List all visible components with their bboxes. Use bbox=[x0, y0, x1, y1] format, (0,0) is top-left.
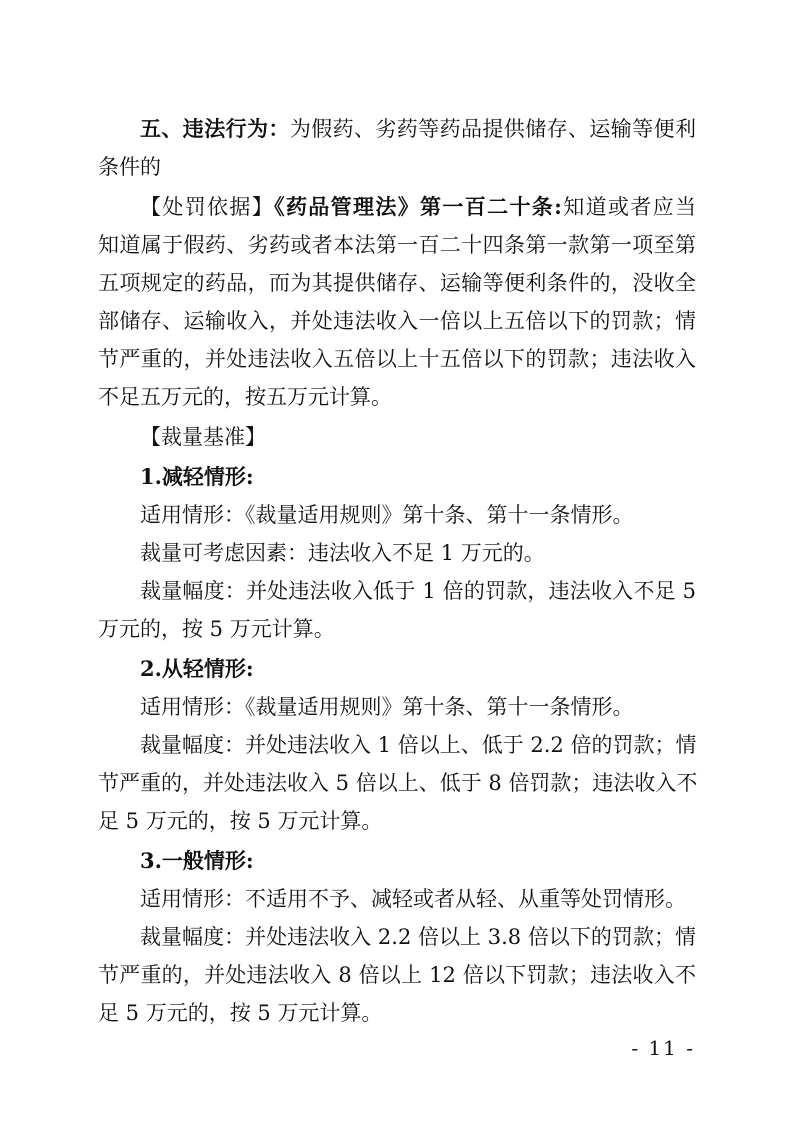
section-title-text: 为假药、劣药等药品提供储存、运输等便利 bbox=[289, 117, 697, 141]
general-title: 3.一般情形: bbox=[140, 848, 254, 873]
lighter-range-line-2: 节严重的，并处违法收入 5 倍以上、低于 8 倍罚款；违法收入不 bbox=[98, 771, 698, 795]
basis-text: 知道或者应当 bbox=[561, 195, 697, 219]
lighter-range-line-1: 裁量幅度：并处违法收入 1 倍以上、低于 2.2 倍的罚款；情 bbox=[140, 733, 697, 757]
page-number: - 11 - bbox=[631, 1036, 695, 1060]
general-applicable: 适用情形：不适用不予、减轻或者从轻、从重等处罚情形。 bbox=[140, 887, 686, 911]
mitigated-range-line-2: 万元的，按 5 万元计算。 bbox=[98, 617, 335, 641]
basis-line-2: 知道属于假药、劣药或者本法第一百二十四条第一款第一项至第 bbox=[98, 233, 696, 257]
law-citation: 《药品管理法》第一百二十条: bbox=[274, 194, 562, 219]
section-title-line-2: 条件的 bbox=[98, 155, 161, 179]
mitigated-title: 1.减轻情形: bbox=[140, 464, 254, 489]
general-range-line-1: 裁量幅度：并处违法收入 2.2 倍以上 3.8 倍以下的罚款；情 bbox=[140, 925, 696, 949]
document-body bbox=[98, 110, 696, 1032]
basis-label: 【处罚依据】 bbox=[140, 195, 275, 219]
general-range-line-2: 节严重的，并处违法收入 8 倍以上 12 倍以下罚款；违法收入不 bbox=[98, 963, 696, 987]
general-range-line-3: 足 5 万元的，按 5 万元计算。 bbox=[98, 1001, 383, 1025]
standard-label: 【裁量基准】 bbox=[140, 425, 266, 449]
lighter-applicable: 适用情形：《裁量适用规则》第十条、第十一条情形。 bbox=[140, 695, 634, 719]
section-heading: 五、违法行为： bbox=[140, 116, 290, 141]
mitigated-range-line-1: 裁量幅度：并处违法收入低于 1 倍的罚款，违法收入不足 5 bbox=[140, 579, 696, 603]
mitigated-applicable: 适用情形：《裁量适用规则》第十条、第十一条情形。 bbox=[140, 503, 634, 527]
basis-line-3: 五项规定的药品，而为其提供储存、运输等便利条件的，没收全 bbox=[98, 271, 696, 295]
section-title-line-1 bbox=[98, 110, 696, 148]
basis-line-5: 节严重的，并处违法收入五倍以上十五倍以下的罚款；违法收入 bbox=[98, 347, 696, 371]
basis-line-4: 部储存、运输收入，并处违法收入一倍以上五倍以下的罚款；情 bbox=[98, 309, 696, 333]
basis-line-6: 不足五万元的，按五万元计算。 bbox=[98, 385, 392, 409]
basis-line-1 bbox=[98, 188, 696, 226]
lighter-title: 2.从轻情形: bbox=[140, 656, 254, 681]
mitigated-factors: 裁量可考虑因素：违法收入不足 1 万元的。 bbox=[140, 541, 545, 565]
lighter-range-line-3: 足 5 万元的，按 5 万元计算。 bbox=[98, 809, 383, 833]
